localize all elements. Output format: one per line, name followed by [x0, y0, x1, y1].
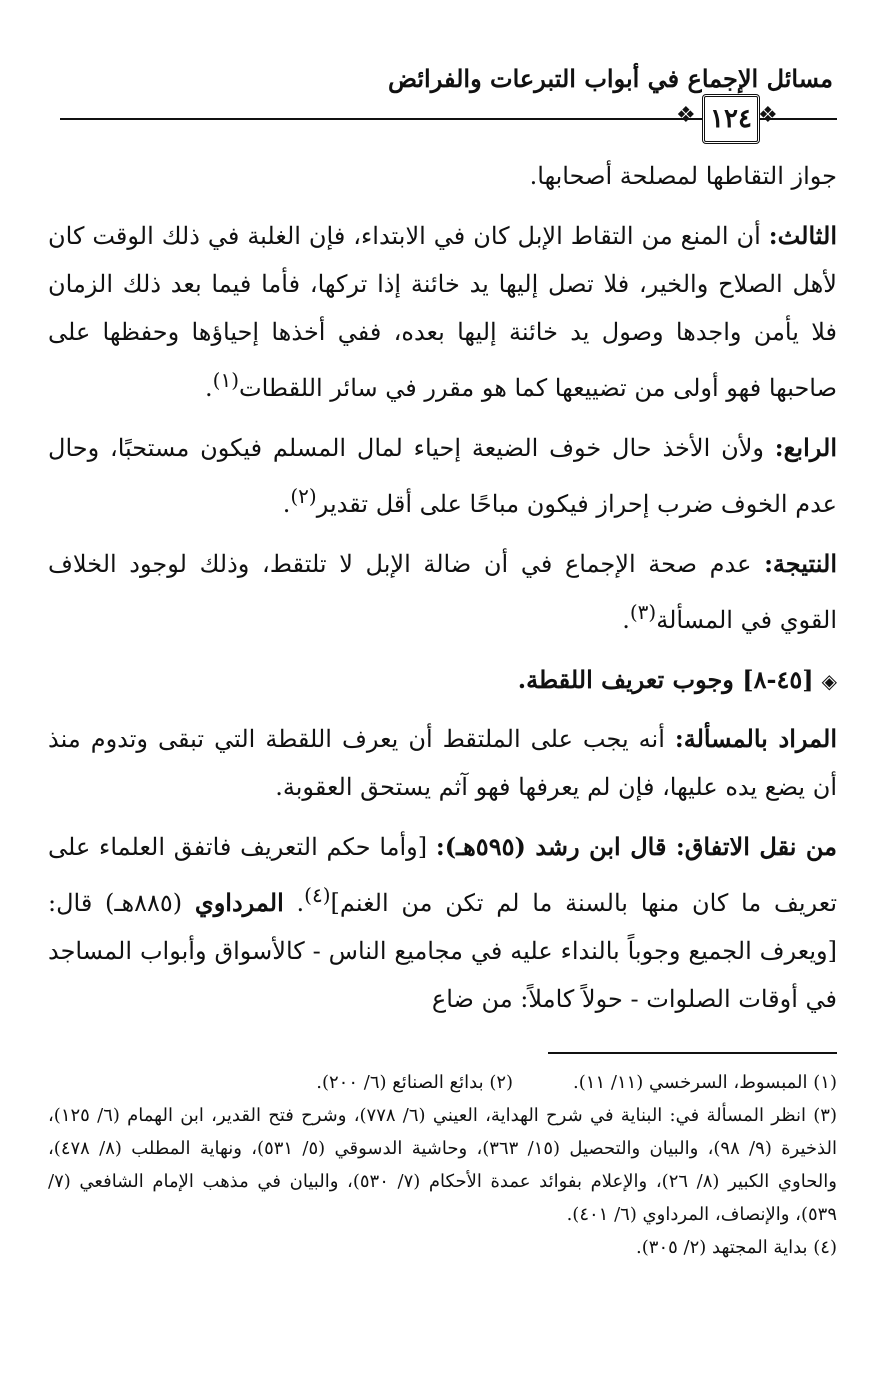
paragraph-text: ولأن الأخذ حال خوف الضيعة إحياء لمال المسلم فيكون مستحبًا، وحال عدم الخوف ضرب إحراز فيكون مباحًا على أقل تقدير	[48, 434, 837, 518]
paragraph-text: (٨٨٥هـ) قال: [ويعرف الجميع وجوباً بالنداء عليه في مجاميع الناس - كالأسواق وأبواب المساجد في أوقات الصلوات - حولاً كاملاً: من ضاع	[48, 889, 837, 1013]
scholar-name: المرداوي	[194, 888, 284, 917]
footnotes	[48, 1066, 837, 1264]
footnote-3: (٣) انظر المسألة في: البناية في شرح الهداية، العيني (٦/ ٧٧٨)، وشرح فتح القدير، ابن الهمام (٦/ ١٢٥)، الذخيرة (٩/ ٩٨)، والبيان والتحصيل (١٥/ ٣٦٣)، وحاشية الدسوقي (٥/ ٥٣١)، ونهاية المطلب (٨/ ٤٧٨)، والحاوي الكبير (٨/ ٢٦)، والإعلام بفوائد عمدة الأحكام (٧/ ٥٣٠)، والبيان في مذهب الإمام الشافعي (٧/ ٥٣٩)، والإنصاف، المرداوي (٦/ ٤٠١).	[48, 1105, 837, 1225]
paragraph-lead: الرابع:	[774, 433, 837, 462]
paragraph-lead: المراد بالمسألة:	[674, 724, 838, 753]
paragraph-result: النتيجة: عدم صحة الإجماع في أن ضالة الإبل لا تلتقط، وذلك لوجود الخلاف القوي في المسألة$^{(٣)}$.	[48, 549, 837, 634]
paragraph-third: الثالث: أن المنع من التقاط الإبل كان في الابتداء، فإن الغلبة في ذلك الوقت كان لأهل الصلاح والخير، فلا تصل إليها يد خائنة إذا تركها، فأما فيما بعد ذلك الزمان فلا يأمن واجدها وصول يد خائنة إليها بعده، ففي أخذها إحياؤها وحفظها على صاحبها فهو أولى من تضييعها كما هو مقرر في سائر اللقطات$^{(١)}$.	[48, 221, 837, 402]
footnote-4: (٤) بداية المجتهد (٢/ ٣٠٥).	[636, 1237, 837, 1258]
paragraph-fourth: الرابع: ولأن الأخذ حال خوف الضيعة إحياء لمال المسلم فيكون مستحبًا، وحال عدم الخوف ضرب إحراز فيكون مباحًا على أقل تقدير$^{(٢)}$.	[48, 433, 837, 518]
section-heading	[48, 656, 837, 705]
running-title: مسائل الإجماع في أبواب التبرعات والفرائض	[387, 64, 833, 93]
footnote-ref-2[interactable]: (٢)	[290, 484, 317, 508]
paragraph-text: عدم صحة الإجماع في أن ضالة الإبل لا تلتقط، وذلك لوجود الخلاف القوي في المسألة	[48, 550, 837, 634]
paragraph-text: أن المنع من التقاط الإبل كان في الابتداء، فإن الغلبة في ذلك الوقت كان لأهل الصلاح والخير، فلا تصل إليها يد خائنة إذا تركها، فأما فيما بعد ذلك الزمان فلا يأمن واجدها وصول يد خائنة إليها بعده، ففي أخذها إحياؤها وحفظها على صاحبها فهو أولى من تضييعها كما هو مقرر في سائر اللقطات	[48, 222, 837, 402]
ornament-right-icon: ❖	[758, 103, 778, 128]
ornament-left-icon: ❖	[676, 103, 696, 128]
paragraph-lead: النتيجة:	[764, 549, 837, 578]
main-text	[48, 152, 837, 1035]
paragraph-lead: من نقل الاتفاق: قال ابن رشد (٥٩٥هـ):	[435, 832, 838, 861]
footnote-ref-3[interactable]: (٣)	[629, 600, 657, 624]
page-number: ١٢٤	[702, 94, 760, 144]
footnote-1: (١) المبسوط، السرخسي (١١/ ١١).	[573, 1072, 837, 1093]
section-heading-text: [٤٥-٨] وجوب تعريف اللقطة.	[517, 665, 814, 694]
footnote-ref-1[interactable]: (١)	[212, 368, 240, 392]
footnote-ref-4[interactable]: (٤)	[304, 883, 331, 907]
footnote-2: (٢) بدائع الصنائع (٦/ ٢٠٠).	[316, 1072, 514, 1093]
paragraph-consensus: من نقل الاتفاق: قال ابن رشد (٥٩٥هـ): [وأما حكم التعريف فاتفق العلماء على تعريف ما كان منها بالسنة ما لم تكن من الغنم]$^{(٤)}$. المرداوي (٨٨٥هـ) قال: [ويعرف الجميع وجوباً بالنداء عليه في مجاميع الناس - كالأسواق وأبواب المساجد في أوقات الصلوات - حولاً كاملاً: من ضاع	[48, 832, 838, 1013]
paragraph-text: أنه يجب على الملتقط أن يعرف اللقطة التي تبقى وتدوم منذ أن يضع يده عليها، فإن لم يعرفها فهو آثم يستحق العقوبة.	[48, 725, 837, 801]
paragraph-1: جواز التقاطها لمصلحة أصحابها.	[529, 162, 837, 190]
footnote-rule	[548, 1052, 837, 1054]
header-rule-left	[60, 118, 703, 120]
paragraph-meaning	[48, 715, 837, 811]
paragraph-text: [وأما حكم التعريف فاتفق العلماء على تعريف ما كان منها بالسنة ما لم تكن من الغنم]	[48, 833, 837, 917]
paragraph-lead: الثالث:	[768, 221, 837, 250]
diamond-bullet-icon: ◈	[821, 669, 837, 693]
footnote-row	[48, 1066, 837, 1099]
